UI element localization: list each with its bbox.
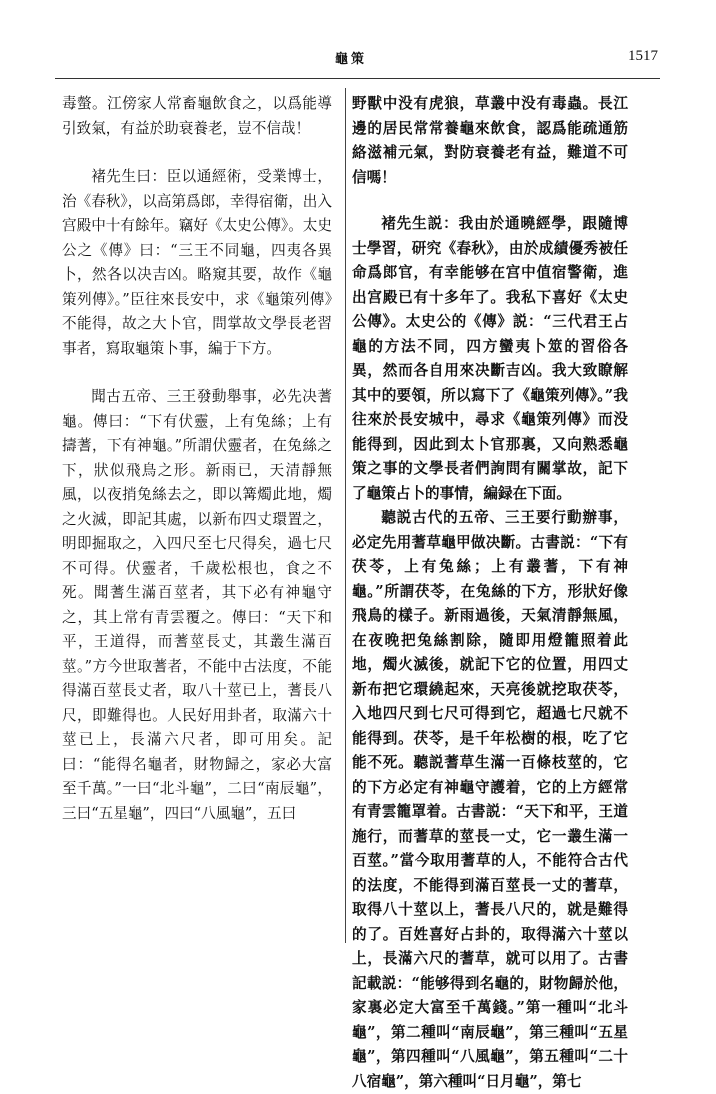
translation-paragraph-3: 聽説古代的五帝、三王要行動辦事，必定先用蓍草龜甲做决斷。古書説：“下有茯苓，上有兔絲；上有叢蓍，下有神龜。”所謂茯苓，在兔絲的下方，形狀好像飛鳥的樣子。新雨過後，天氣清靜無風，在夜晚把兔絲割除，隨即用燈籠照着此地，燭火滅後，就記下它的位置，用四丈新布把它環繞起來，天亮後就挖取茯苓，入地四尺到七尺可得到它，超過七尺就不能得到。茯苓，是千年松樹的根，吃了它能不死。聽説蓍草生滿一百條枝莖的，它的下方必定有神龜守護着，它的上方經常有青雲籠罩着。古書説：“天下和平，王道施行，而蓍草的莖長一丈，它一叢生滿一百莖。”當今取用蓍草的人，不能符合古代的法度，不能得到滿百莖長一丈的蓍草，取得八十莖以上，蓍長八尺的，就是難得的了。百姓喜好占卦的，取得滿六十莖以上，長滿六尺的蓍草，就可以用了。古書記載説：“能够得到名龜的，財物歸於他，家裏必定大富至千萬錢。”第一種叫“北斗龜”，第二種叫“南辰龜”，第三種叫“五星龜”，第四種叫“八風龜”，第五種叫“二十八宿龜”，第六種叫“日月龜”，第七 [352, 509, 628, 1090]
translation-paragraph-1: 野獸中没有虎狼，草叢中没有毒蟲。長江邊的居民常常養龜來飲食，認爲能疏通筋絡滋補元氣，對防衰養老有益，難道不可信嗎！ [352, 95, 628, 186]
classical-text-column [62, 92, 332, 826]
translation-paragraph-2: 褚先生説：我由於通曉經學，跟隨博士學習，研究《春秋》，由於成績優秀被任命爲郎官，有幸能够在宫中值宿警衛，進出宫殿已有十多年了。我私下喜好《太史公傳》。太史公的《傳》説：“三代君王占龜的方法不同，四方蠻夷卜筮的習俗各異，然而各自用來决斷吉凶。我大致瞭解其中的要領，所以寫下了《龜策列傳》。”我往來於長安城中，尋求《龜策列傳》而没能得到，因此到太卜官那裏，又向熟悉龜策之事的文學長者們詢問有關掌故，記下了龜策占卜的事情，編録在下面。 [352, 215, 628, 502]
running-header [0, 48, 716, 70]
chapter-title: 龜策 [335, 52, 368, 67]
classical-paragraph-1: 毒螫。江傍家人常畜龜飲食之，以爲能導引致氣，有益於助衰養老，豈不信哉！ [62, 95, 332, 137]
column-divider [345, 88, 346, 943]
translation-column [352, 92, 628, 1094]
classical-paragraph-3: 聞古五帝、三王發動舉事，必先决蓍龜。傳曰：“下有伏靈，上有兔絲；上有擣蓍，下有神龜。”所謂伏靈者，在兔絲之下，狀似飛鳥之形。新雨已，天清靜無風，以夜捎兔絲去之，即以篝燭此地，燭之火滅，即記其處，以新布四丈環置之，明即掘取之，入四尺至七尺得矣，過七尺不可得。伏靈者，千歲松根也，食之不死。聞蓍生滿百莖者，其下必有神龜守之，其上常有青雲覆之。傳曰：“天下和平，王道得，而蓍莖長丈，其叢生滿百莖。”方今世取蓍者，不能中古法度，不能得滿百莖長丈者，取八十莖已上，蓍長八尺，即難得也。人民好用卦者，取滿六十莖已上，長滿六尺者，即可用矣。記曰：“能得名龜者，財物歸之，家必大富至千萬。”一曰“北斗龜”，二曰“南辰龜”，三曰“五星龜”，四曰“八風龜”，五曰 [62, 388, 332, 822]
classical-paragraph-2: 褚先生曰：臣以通經術，受業博士，治《春秋》，以高第爲郎，幸得宿衛，出入宫殿中十有餘年。竊好《太史公傳》。太史公之《傳》曰：“三王不同龜，四夷各異卜，然各以决吉凶。略窺其要，故作《龜策列傳》。”臣往來長安中，求《龜策列傳》不能得，故之大卜官，問掌故文學長老習事者，寫取龜策卜事，編于下方。 [62, 168, 332, 357]
page-number: 1517 [628, 48, 658, 64]
header-rule [55, 78, 660, 79]
